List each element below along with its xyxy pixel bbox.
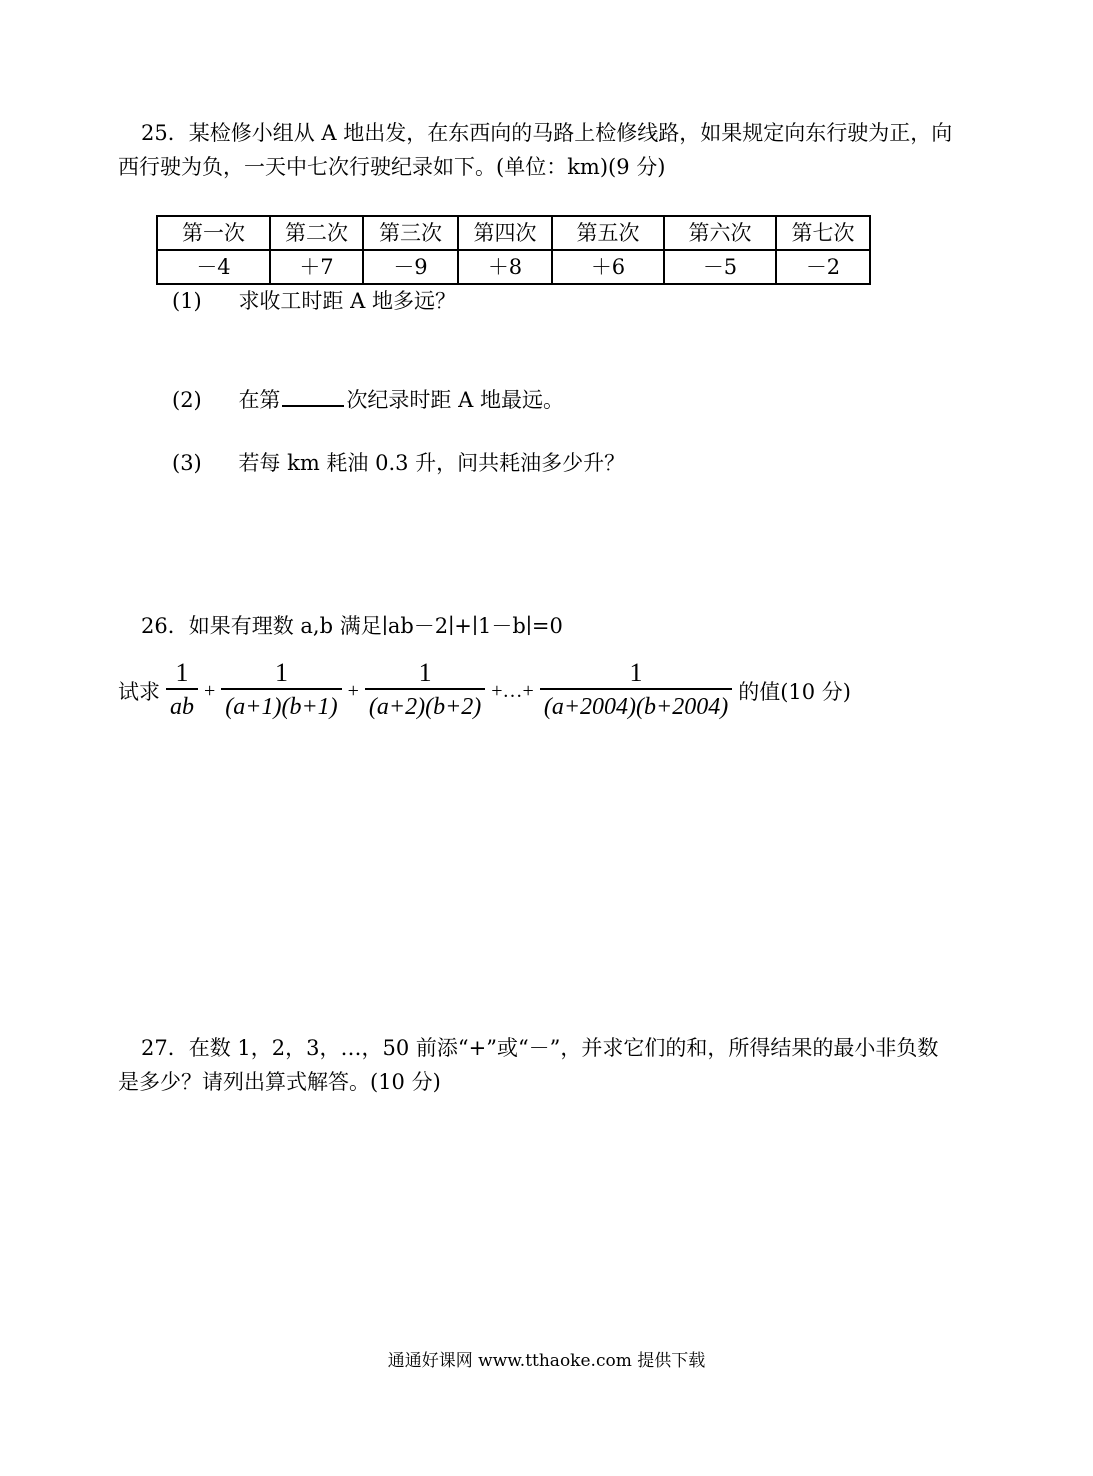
q25-line-1: 25．某检修小组从 A 地出发，在东西向的马路上检修线路，如果规定向东行驶为正，向 [141, 121, 953, 145]
fraction-3-denominator: (a+2)(b+2) [368, 694, 482, 720]
table-cell: ＋8 [458, 250, 552, 284]
table-cell: －4 [157, 250, 270, 284]
table-cell: －5 [664, 250, 776, 284]
table-cell: －9 [363, 250, 458, 284]
plus-sign: + [347, 679, 359, 702]
table-header-row [157, 216, 870, 250]
fraction-2-denominator: (a+1)(b+1) [225, 694, 338, 720]
q25-sub3-number: (3) [172, 451, 202, 475]
q25-sub1-number: (1) [172, 289, 202, 313]
fraction-4 [540, 658, 732, 724]
answer-blank [282, 383, 344, 407]
table-header-cell: 第一次 [157, 216, 270, 250]
table-cell: －2 [776, 250, 870, 284]
q25-sub3 [172, 448, 625, 478]
q26-expression [118, 655, 851, 727]
q26-line-1: 26．如果有理数 a,b 满足∣ab－2∣+∣1－b∣=0 [141, 614, 563, 638]
q25-sub1 [172, 286, 456, 316]
q25-record-table [156, 215, 871, 285]
ellipsis-sum: +…+ [491, 679, 534, 702]
fraction-4-numerator: 1 [629, 658, 643, 687]
fraction-1 [166, 658, 198, 724]
fraction-2-numerator: 1 [274, 658, 288, 687]
fraction-2 [221, 658, 341, 724]
table-header-cell: 第五次 [552, 216, 664, 250]
plus-sign: + [204, 679, 216, 702]
table-header-cell: 第七次 [776, 216, 870, 250]
q27-line-2: 是多少？请列出算式解答。(10 分) [118, 1070, 441, 1094]
fraction-1-numerator: 1 [175, 658, 189, 687]
q25-sub2-text-after: 次纪录时距 A 地最远。 [346, 388, 564, 412]
q26-suffix: 的值(10 分) [738, 680, 851, 704]
q25-sub3-text: 若每 km 耗油 0.3 升，问共耗油多少升？ [238, 451, 626, 475]
table-cell: ＋7 [270, 250, 363, 284]
fraction-3 [365, 658, 485, 724]
fraction-1-denominator: ab [170, 694, 194, 720]
q25-sub2-text-before: 在第 [238, 388, 281, 412]
fraction-4-denominator: (a+2004)(b+2004) [543, 694, 729, 720]
q26-prefix: 试求 [118, 680, 160, 704]
table-header-cell: 第二次 [270, 216, 363, 250]
table-row [157, 250, 870, 284]
q25-line-2: 西行驶为负，一天中七次行驶纪录如下。(单位：km)(9 分) [118, 155, 666, 179]
q25-sub2-number: (2) [172, 388, 202, 412]
page-footer: 通通好课网 www.tthaoke.com 提供下载 [387, 1351, 706, 1371]
q27-line-1: 27．在数 1，2，3，…，50 前添“+”或“－”，并求它们的和，所得结果的最小非负数 [141, 1036, 939, 1060]
fraction-3-numerator: 1 [418, 658, 432, 687]
table-header-cell: 第四次 [458, 216, 552, 250]
table-cell: ＋6 [552, 250, 664, 284]
q25-sub1-text: 求收工时距 A 地多远？ [238, 289, 456, 313]
q25-sub2 [172, 383, 564, 415]
table-header-cell: 第六次 [664, 216, 776, 250]
table-header-cell: 第三次 [363, 216, 458, 250]
